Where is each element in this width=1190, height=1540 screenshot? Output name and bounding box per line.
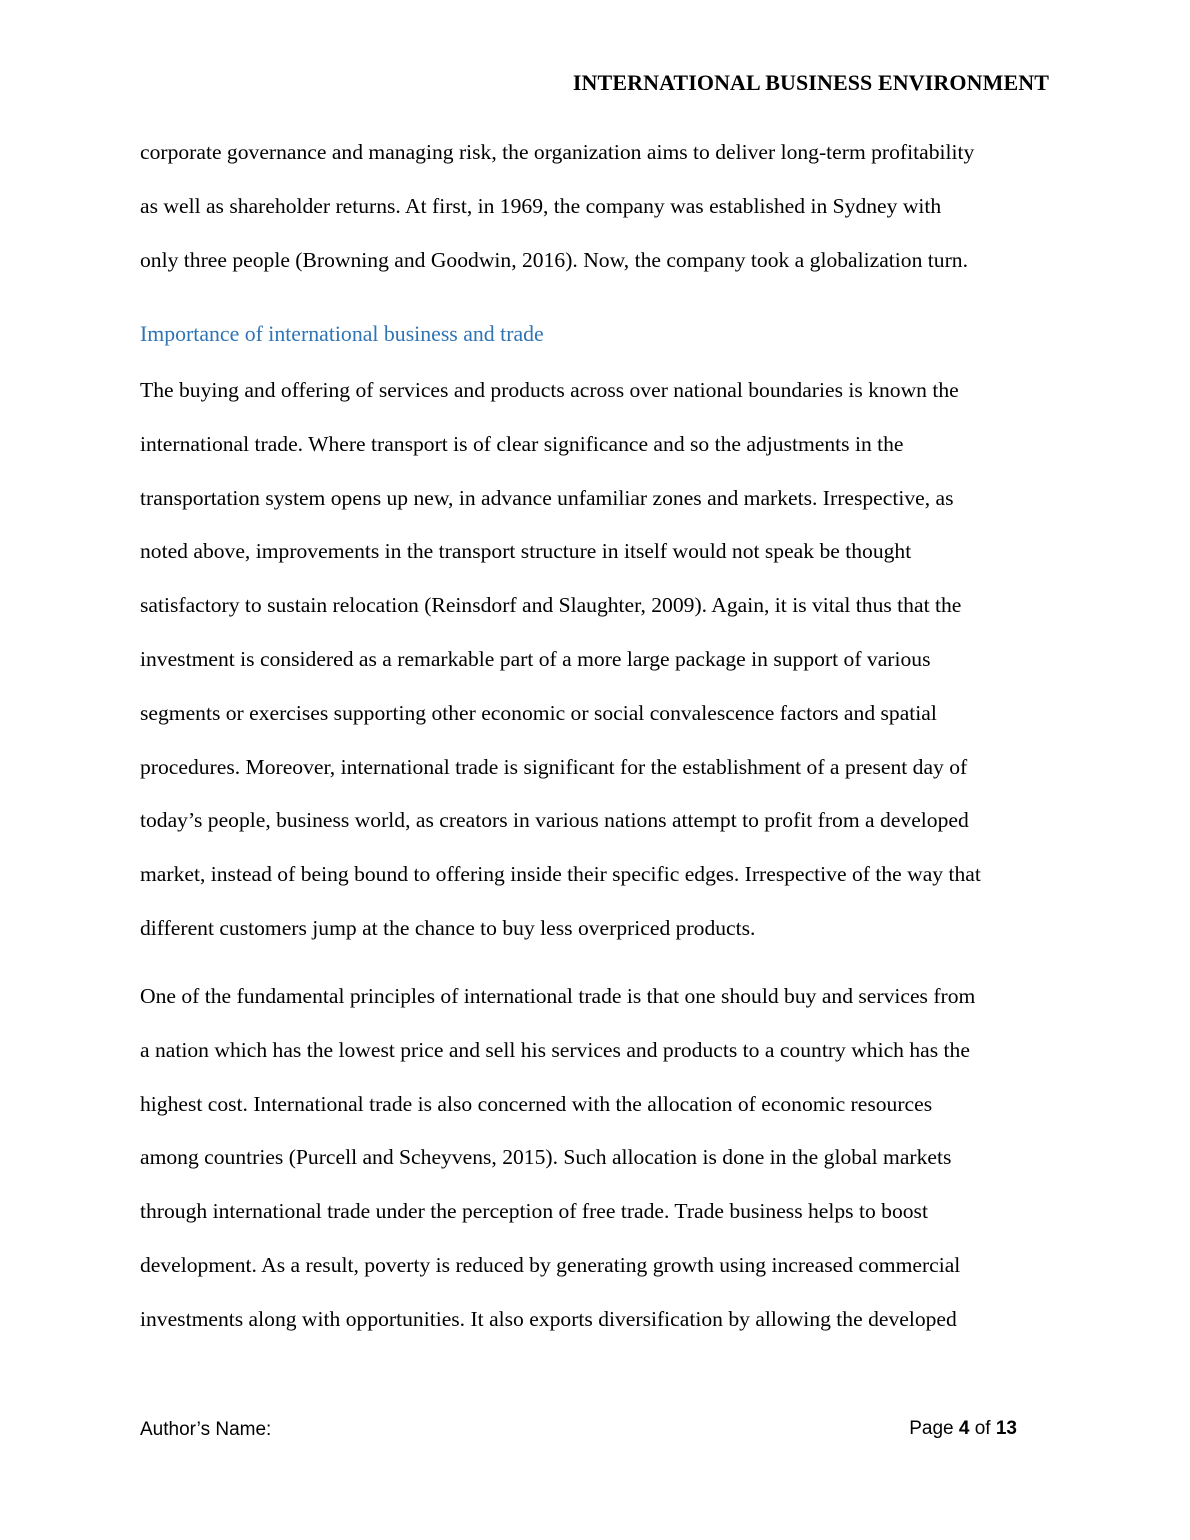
paragraph-continued [140, 126, 1055, 287]
page-word: Page [909, 1418, 954, 1439]
paragraph-line: only three people (Browning and Goodwin, 2016). Now, the company took a globalization turn. [140, 247, 968, 272]
page-header-title: INTERNATIONAL BUSINESS ENVIRONMENT [572, 70, 1049, 95]
paragraph-line: international trade. Where transport is of clear significance and so the adjustments in the [140, 431, 904, 456]
paragraph-line: market, instead of being bound to offering inside their specific edges. Irrespective of the way that [140, 862, 981, 887]
section-heading: Importance of international business and trade [140, 322, 544, 346]
footer-author-label: Author’s Name: [140, 1419, 272, 1440]
paragraph-line: investment is considered as a remarkable part of a more large package in support of various [140, 646, 931, 671]
paragraph-line: through international trade under the perception of free trade. Trade business helps to boost [140, 1199, 928, 1224]
paragraph-line: as well as shareholder returns. At first, in 1969, the company was established in Sydney with [140, 193, 942, 218]
paragraph-line: today’s people, business world, as creators in various nations attempt to profit from a developed [140, 808, 969, 833]
paragraph-line: transportation system opens up new, in advance unfamiliar zones and markets. Irrespective, as [140, 485, 954, 510]
paragraph-line: investments along with opportunities. It also exports diversification by allowing the developed [140, 1306, 957, 1331]
paragraph-line: segments or exercises supporting other economic or social convalescence factors and spatial [140, 700, 937, 725]
current-page-number: 4 [958, 1418, 970, 1439]
paragraph-fundamental-principles [140, 970, 1055, 1347]
paragraph-line: procedures. Moreover, international trade is significant for the establishment of a present day of [140, 754, 968, 779]
paragraph-line: satisfactory to sustain relocation (Reinsdorf and Slaughter, 2009). Again, it is vital thus that the [140, 593, 962, 618]
of-word: of [974, 1418, 991, 1439]
paragraph-line: different customers jump at the chance to buy less overpriced products. [140, 915, 756, 940]
paragraph-international-trade [140, 364, 1055, 956]
paragraph-line: One of the fundamental principles of international trade is that one should buy and services from [140, 984, 976, 1008]
paragraph-line: noted above, improvements in the transport structure in itself would not speak be thought [140, 539, 912, 564]
paragraph-line: highest cost. International trade is also concerned with the allocation of economic resources [140, 1091, 933, 1116]
total-pages-number: 13 [995, 1418, 1017, 1439]
paragraph-line: a nation which has the lowest price and sell his services and products to a country which has the [140, 1037, 970, 1062]
footer-page-number [909, 1418, 1017, 1440]
paragraph-line: corporate governance and managing risk, the organization aims to deliver long-term profitability [140, 140, 975, 164]
paragraph-line: among countries (Purcell and Scheyvens, 2015). Such allocation is done in the global markets [140, 1145, 952, 1170]
paragraph-line: development. As a result, poverty is reduced by generating growth using increased commercial [140, 1252, 961, 1277]
paragraph-line: The buying and offering of services and products across over national boundaries is known the [140, 378, 959, 402]
